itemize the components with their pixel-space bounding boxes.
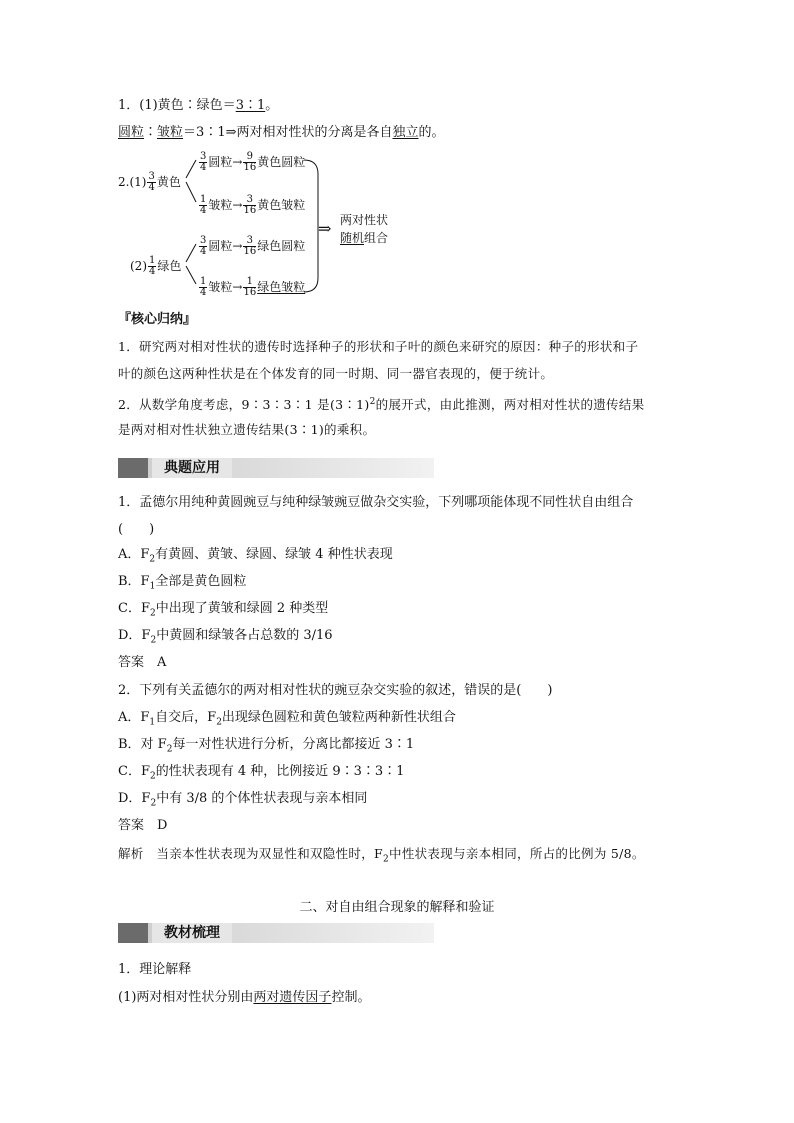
diagram-q2-2: (2) $\frac{1}{4}$ 绿色 [130, 255, 182, 277]
diagram-q2-1: 2.(1) $\frac{3}{4}$ 黄色 [118, 171, 181, 193]
branch-yellow-wrinkled: $\frac{1}{4}$ 皱粒→ $\frac{3}{16}$ 黄色皱粒 [200, 194, 306, 216]
theory-title: 1．理论解释 [118, 962, 192, 977]
conclusion-line-2: 随机组合 [340, 231, 389, 245]
q2-option-b: B．对 $F_2$每一对性状进行分析，分离比都接近 3∶1 [118, 737, 415, 755]
section-banner-textbook-review [118, 923, 434, 943]
q2-stem: 2．下列有关孟德尔的两对相对性状的豌豆杂交实验的叙述，错误的是( ) [118, 683, 553, 698]
q2-option-a: A．$F_1$自交后，$F_2$出现绿色圆粒和黄色皱粒两种新性状组合 [118, 710, 456, 728]
q1-option-b: B．$F_1$全部是黄色圆粒 [118, 574, 247, 592]
section-banner-typical-application [118, 458, 434, 478]
q1-paren: ( ) [118, 522, 155, 537]
ratio-blank: 3∶1 [235, 98, 266, 113]
summary-p2a: 2．从数学角度考虑，9∶3∶3∶1 是(3∶1)$^2$的展开式，由此推测，两对相对性状的遗传结果 [118, 397, 645, 413]
q1-option-a: A．$F_2$有黄圆、黄皱、绿圆、绿皱 4 种性状表现 [118, 547, 393, 565]
branch-green-round: $\frac{3}{4}$ 圆粒→ $\frac{3}{16}$ 绿色圆粒 [200, 235, 306, 257]
q2-option-d: D．$F_2$中有 3/8 的个体性状表现与亲本相同 [118, 791, 368, 809]
banner-label: 典题应用 [152, 458, 232, 478]
q1-option-c: C．$F_2$中出现了黄皱和绿圆 2 种类型 [118, 601, 329, 619]
banner-label: 教材梳理 [152, 923, 232, 943]
diagram-lines [0, 0, 794, 320]
summary-p1b: 叶的颜色这两种性状是在个体发育的同一时期、同一器官表现的，便于统计。 [118, 366, 554, 381]
q1-answer: 答案 A [118, 655, 167, 670]
q2-option-c: C．$F_2$的性状表现有 4 种，比例接近 9∶3∶3∶1 [118, 764, 405, 782]
summary-p1a: 1．研究两对相对性状的遗传时选择种子的形状和子叶的颜色来研究的原因：种子的形状和子 [118, 339, 639, 354]
summary-p2b: 是两对相对性状独立遗传结果(3∶1)的乘积。 [118, 422, 376, 437]
conclusion-line-1: 两对性状 [340, 213, 389, 227]
summary-title: 『核心归纳』 [118, 312, 197, 327]
theory-line-1: (1)两对相对性状分别由两对遗传因子控制。 [118, 990, 371, 1005]
q1-stem: 1．孟德尔用纯种黄圆豌豆与纯种绿皱豌豆做杂交实验，下列哪项能体现不同性状自由组合 [118, 495, 634, 510]
q2-answer: 答案 D [118, 818, 168, 833]
branch-green-wrinkled: $\frac{1}{4}$ 皱粒→ $\frac{1}{16}$ 绿色皱粒 [200, 276, 306, 298]
section-2-title: 二、对自由组合现象的解释和验证 [299, 900, 495, 915]
branch-yellow-round: $\frac{3}{4}$ 圆粒→ $\frac{9}{16}$ 黄色圆粒 [200, 151, 306, 173]
intro-line-2: 圆粒∶皱粒＝3∶1⇒两对相对性状的分离是各自独立的。 [118, 125, 445, 140]
q2-analysis: 解析 当亲本性状表现为双显性和双隐性时，$F_2$中性状表现与亲本相同，所占的比例为 5/8。 [118, 846, 645, 865]
intro-line-1: 1．(1)黄色∶绿色＝3∶1。 [118, 98, 279, 113]
q1-option-d: D．$F_2$中黄圆和绿皱各占总数的 3/16 [118, 628, 333, 646]
implies-arrow: ⇒ [318, 219, 332, 238]
